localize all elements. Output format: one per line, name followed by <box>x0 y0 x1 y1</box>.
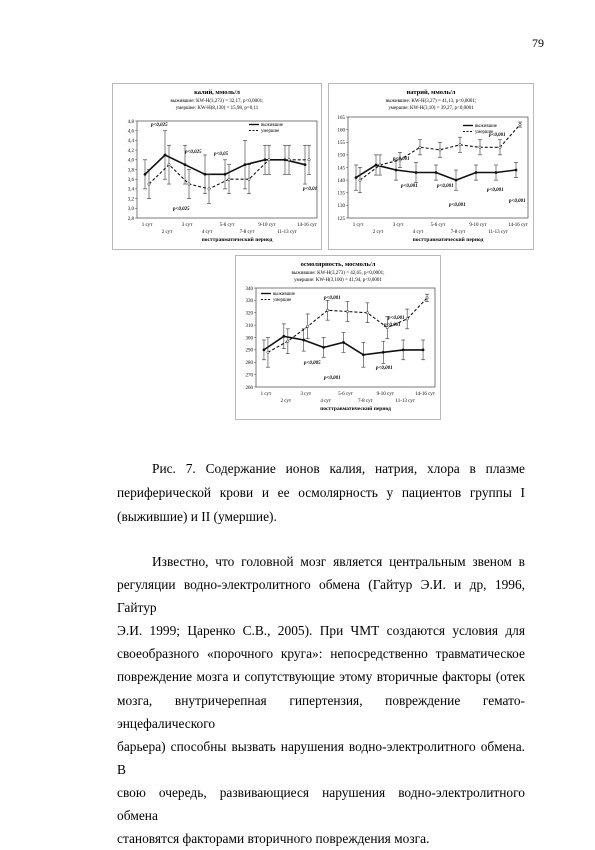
x-tick-label: 5-6 сут <box>338 392 353 397</box>
x-tick-label: 11-13 сут <box>277 230 297 235</box>
y-tick-label: 300 <box>245 336 253 342</box>
data-point <box>439 149 441 151</box>
data-point <box>168 163 170 165</box>
significance-label: p<0,001 <box>449 203 466 208</box>
data-point <box>435 171 437 173</box>
data-point <box>366 312 368 314</box>
significance-label: p<0,05 <box>214 152 229 157</box>
data-point <box>322 346 324 348</box>
osmolarity-chart-svg <box>236 256 440 419</box>
caption-line: периферической крови и ее осмолярность у пациентов группы I <box>117 485 525 500</box>
y-tick-label: 3,0 <box>127 207 134 213</box>
significance-label: p<0,025 <box>151 123 168 128</box>
caption-line: (выжившие) и II (умершие). <box>117 509 277 524</box>
osmolarity-chart <box>235 255 441 420</box>
data-point <box>499 146 501 148</box>
data-point <box>406 318 408 320</box>
significance-label: p<0,001 <box>384 323 401 328</box>
caption-line: Рис. 7. Содержание ионов калия, натрия, хлора в плазме <box>152 461 525 476</box>
x-axis-label: посттравматический период <box>320 406 391 412</box>
paragraph-line: регуляции водно-электролитного обмена (Гайтур Э.И. и др, 1996, Гайтур <box>117 577 525 616</box>
data-point <box>303 339 305 341</box>
data-point <box>208 188 210 190</box>
data-point <box>346 310 348 312</box>
data-point <box>375 164 377 166</box>
data-point <box>382 351 384 353</box>
data-point <box>326 309 328 311</box>
significance-label: p<0,001 <box>401 184 418 189</box>
sodium-chart-svg <box>329 84 533 249</box>
x-tick-label: 9-10 сут <box>469 223 487 228</box>
data-point <box>283 335 285 337</box>
data-point <box>355 176 357 178</box>
data-point <box>224 173 226 175</box>
paragraph-line: своеобразного «порочного круга»: непосредственно травматическое <box>117 646 525 662</box>
x-tick-label: 4 сут <box>320 399 331 404</box>
x-tick-label: 3 сут <box>300 392 312 397</box>
data-point <box>342 341 344 343</box>
chart-stats: умершие: KW-H(8,130) = 15,98, p=0,11 <box>175 106 259 111</box>
potassium-chart <box>112 83 322 250</box>
chart-stats: выжившие: KW-H(3,273) = 42,65, p<0,0001; <box>291 271 385 276</box>
y-tick-label: 4,6 <box>127 129 134 135</box>
data-point <box>248 178 250 180</box>
data-point <box>395 169 397 171</box>
data-point <box>268 159 270 161</box>
data-point <box>204 173 206 175</box>
data-point <box>164 154 166 156</box>
data-point <box>188 183 190 185</box>
y-tick-label: 160 <box>337 128 345 134</box>
x-tick-label: 14-16 сут <box>508 223 528 228</box>
chart-title: осмолярность, мосмоль/л <box>300 261 376 268</box>
x-tick-label: 4 сут <box>201 230 213 235</box>
data-point <box>307 325 309 327</box>
legend-label: умершие <box>261 129 280 134</box>
legend-label: выжившие <box>475 124 498 129</box>
chart-title: калий, ммоль/л <box>194 89 240 96</box>
legend-label: выжившие <box>273 292 296 297</box>
data-point <box>144 173 146 175</box>
data-point <box>148 183 150 185</box>
x-tick-label: 1 сут <box>260 392 272 397</box>
significance-label: p<0,001 <box>509 199 526 204</box>
x-tick-label: 11-13 сут <box>395 399 415 404</box>
data-point <box>426 297 428 299</box>
y-tick-label: 4,0 <box>127 158 134 164</box>
page-number: 79 <box>532 36 544 50</box>
data-point <box>362 354 364 356</box>
data-point <box>308 159 310 161</box>
data-point <box>455 179 457 181</box>
significance-label: p<0,001 <box>489 133 506 138</box>
significance-label: p<0,005 <box>304 361 321 366</box>
y-tick-label: 155 <box>337 141 345 147</box>
y-tick-label: 135 <box>337 191 345 197</box>
sodium-chart <box>328 83 534 250</box>
data-point <box>415 171 417 173</box>
data-point <box>475 171 477 173</box>
x-tick-label: 3 сут <box>392 223 404 228</box>
legend-label: выжившие <box>261 123 284 128</box>
paragraph-line: Э.И. 1999; Царенко С.В., 2005). При ЧМТ создаются условия для <box>117 623 525 639</box>
y-tick-label: 4,4 <box>127 139 134 145</box>
paragraph-line: свою очередь, развивающиеся нарушения водно-электролитного обмена <box>117 784 525 824</box>
potassium-chart-svg <box>113 84 321 249</box>
significance-label: p<0,001 <box>388 316 405 321</box>
y-tick-label: 340 <box>245 286 253 292</box>
significance-label: p<0,001 <box>487 188 504 193</box>
significance-label: p<0,025 <box>185 150 202 155</box>
paragraph-line: повреждение мозга и сопутствующие этому вторичные факторы (отек <box>117 669 525 685</box>
x-tick-label: 9-10 сут <box>258 223 276 228</box>
data-point <box>359 179 361 181</box>
data-point <box>495 171 497 173</box>
data-point <box>519 123 521 125</box>
data-point <box>479 146 481 148</box>
data-point <box>459 144 461 146</box>
y-tick-label: 140 <box>337 178 345 184</box>
paragraph-line: становятся факторами вторичного повреждения мозга. <box>117 831 430 847</box>
y-tick-label: 3,8 <box>127 168 134 174</box>
y-tick-label: 320 <box>245 311 253 317</box>
data-point <box>184 163 186 165</box>
x-axis-label: посттравматический период <box>412 237 484 243</box>
data-point <box>244 163 246 165</box>
x-tick-label: 4 сут <box>412 230 424 235</box>
significance-label: p<0,001 <box>324 376 341 381</box>
data-point <box>288 159 290 161</box>
y-tick-label: 3,4 <box>127 187 134 193</box>
x-tick-label: 11-13 сут <box>488 230 508 235</box>
significance-label: p<0,001 <box>393 157 410 162</box>
y-tick-label: 330 <box>245 299 253 305</box>
x-tick-label: 1 сут <box>141 223 153 228</box>
x-tick-label: 2 сут <box>372 230 384 235</box>
data-point <box>422 349 424 351</box>
x-axis-label: посттравматический период <box>201 237 273 243</box>
x-tick-label: 9-10 сут <box>376 392 394 397</box>
data-point <box>267 351 269 353</box>
y-tick-label: 145 <box>337 166 345 172</box>
x-tick-label: 14-16 сут <box>415 392 435 397</box>
x-tick-label: 2 сут <box>280 399 292 404</box>
paragraph-line: мозга, внутричерепная гипертензия, повреждение гемато-энцефалического <box>117 692 525 731</box>
y-tick-label: 290 <box>245 348 253 354</box>
chart-stats: умершие: KW-H(3,100) = 41,94, p<0,0001 <box>294 278 382 283</box>
x-tick-label: 7-8 сут <box>239 230 255 235</box>
y-tick-label: 150 <box>337 153 345 159</box>
x-tick-label: 2 сут <box>161 230 173 235</box>
significance-label: p<0,001 <box>376 366 393 371</box>
y-tick-label: 3,6 <box>127 178 134 183</box>
y-tick-label: 260 <box>245 385 253 391</box>
y-tick-label: 4,8 <box>127 119 134 125</box>
y-tick-label: 270 <box>245 373 253 379</box>
legend-label: умершие <box>475 130 494 135</box>
x-tick-label: 7-8 сут <box>358 399 373 404</box>
significance-label: p<0,001 <box>324 296 341 301</box>
x-tick-label: 14-16 сут <box>297 223 317 228</box>
data-point <box>419 146 421 148</box>
body-paragraph <box>117 550 525 850</box>
y-tick-label: 3,2 <box>127 197 134 203</box>
chart-stats: выжившие: KW-H(3,27) = 41,13, p<0,0001; <box>385 99 477 104</box>
data-point <box>287 340 289 342</box>
data-point <box>264 159 266 161</box>
y-tick-label: 4,2 <box>127 148 134 154</box>
y-tick-label: 165 <box>337 115 345 121</box>
x-tick-label: 1 сут <box>352 223 364 228</box>
paragraph-line: барьера) способны вызвать нарушения водно-электролитного обмена. В <box>117 738 525 777</box>
significance-label: p<0,01 <box>303 187 318 192</box>
x-tick-label: 5-6 сут <box>430 223 446 228</box>
y-tick-label: 125 <box>337 216 345 222</box>
x-tick-label: 7-8 сут <box>450 230 466 235</box>
data-point <box>379 164 381 166</box>
x-tick-label: 5-6 сут <box>219 223 235 228</box>
chart-title: натрий, ммоль/л <box>406 89 456 96</box>
y-tick-label: 280 <box>245 361 253 367</box>
data-point <box>515 169 517 171</box>
chart-stats: умершие: KW-H(3,10) = 39,27, p<0,0001 <box>388 106 474 111</box>
figure-caption <box>117 457 525 529</box>
chart-stats: выжившие: KW-H(3,273) = 32,17, p<0,0001; <box>170 99 264 104</box>
y-tick-label: 2,8 <box>127 216 134 222</box>
legend-label: умершие <box>273 298 292 303</box>
data-point <box>228 178 230 180</box>
y-tick-label: 310 <box>245 323 253 329</box>
paragraph-line: Известно, что головной мозг является центральным звеном в <box>152 554 525 569</box>
data-point <box>304 163 306 165</box>
data-point <box>263 349 265 351</box>
y-tick-label: 130 <box>337 204 345 210</box>
significance-label: p<0,001 <box>437 184 454 189</box>
significance-label: p<0,025 <box>173 207 190 212</box>
x-tick-label: 3 сут <box>181 223 193 228</box>
data-point <box>402 349 404 351</box>
